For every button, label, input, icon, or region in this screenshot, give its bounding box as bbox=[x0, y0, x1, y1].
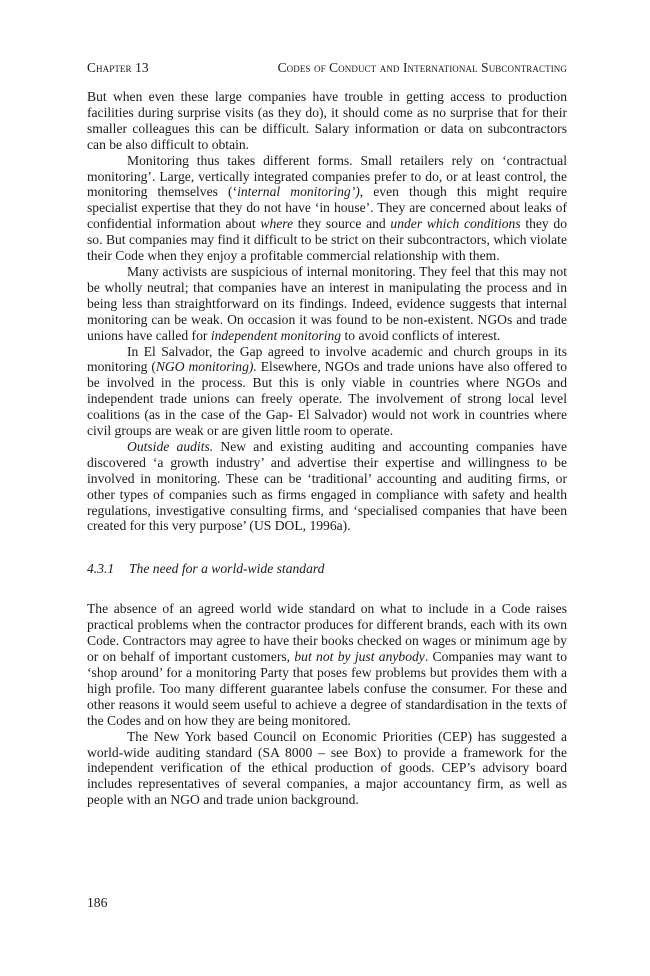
chapter-title: Codes of Conduct and International Subcontracting bbox=[277, 60, 567, 75]
italic-run: internal monitoring’) bbox=[237, 184, 360, 200]
text-run: Many activists are suspicious of internal monitoring. They feel that this may not be wholly neutral; that companies have an interest in manipulating the process and in being less than straightforward on its findings. Indeed, evidence suggests that internal monitoring can be weak. On occasion it was found to be non-existent. NGOs and trade unions have called for bbox=[87, 263, 567, 343]
section-heading bbox=[87, 561, 567, 577]
text-run: New and existing auditing and accounting companies have discovered ‘a growth industry’ and advertise their expertise and willingness to be involved in monitoring. These can be ‘traditional’ accounting and auditing firms, or other types of companies such as firms engaged in compliance with safety and health regulations, investigative consulting firms, and ‘specialised companies that have been created for this very purpose’ (US DOL, 1996a). bbox=[87, 438, 567, 534]
paragraph bbox=[87, 729, 567, 809]
italic-run: where bbox=[260, 216, 294, 232]
text-run: In El Salvador, the Gap agreed to involve academic and church groups in its monitoring ( bbox=[87, 343, 567, 375]
chapter-label: Chapter 13 bbox=[87, 60, 149, 75]
text-run: , even though this might require specialist expertise that they do not have ‘in house’. They are concerned about leaks of confidential information about bbox=[87, 184, 567, 232]
text-run: The absence of an agreed world wide standard on what to include in a Code raises practical problems when the contractor produces for different brands, each with its own Code. Contractors may agree to have their books checked on wages or minimum age by or on behalf of important customers, bbox=[87, 601, 567, 665]
running-header bbox=[87, 60, 567, 76]
italic-run: NGO monitoring). bbox=[155, 359, 257, 375]
text-run: to avoid conflicts of interest. bbox=[341, 327, 501, 343]
text-run: . Companies may want to ‘shop around’ for a monitoring Party that poses few problems but provides them with a high profile. Too many different guarantee labels confuse the consumer. For these and other reasons it would seem useful to achieve a degree of standardisation in the texts of the Codes and on how they are being monitored. bbox=[87, 649, 568, 728]
paragraph bbox=[87, 264, 567, 344]
italic-run: Outside audits. bbox=[127, 438, 214, 454]
text-run: they do so. But companies may find it difficult to be strict on their subcontractors, which violate their Code when they enjoy a profitable commercial relationship with them. bbox=[87, 216, 568, 264]
text-run: The New York based Council on Economic Priorities (CEP) has suggested a world-wide auditing standard (SA 8000 – see Box) to provide a framework for the independent verification of the ethical production of goods. CEP’s advisory board includes representatives of several companies, a major accountancy firm, as well as people with an NGO and trade union background. bbox=[87, 728, 567, 808]
italic-run: but not by just anybody bbox=[294, 649, 425, 665]
italic-run: independent monitoring bbox=[210, 327, 342, 343]
text-run: Elsewhere, NGOs and trade unions have also offered to be involved in the process. But this is only viable in countries where NGOs and independent trade unions can freely operate. The involvement of strong local level coalitions (as in the case of the Gap- El Salvador) would not work in countries where civil groups are weak or are given little room to operate. bbox=[87, 359, 567, 439]
text-run: Monitoring thus takes different forms. Small retailers rely on ‘contractual monitoring’. Large, vertically integrated companies prefer to do, or at least control, the monitoring themselves (‘ bbox=[87, 152, 567, 200]
section-number: 4.3.1 bbox=[87, 561, 115, 577]
paragraph bbox=[87, 344, 567, 439]
text-run: But when even these large companies have trouble in getting access to production facilities during surprise visits (as they do), it should come as no surprise that for their smaller colleagues this can be difficult. Salary information or data on subcontractors can be also difficult to obtain. bbox=[87, 89, 567, 152]
body-top bbox=[87, 89, 567, 534]
page-number: 186 bbox=[87, 895, 108, 910]
section-title: The need for a world-wide standard bbox=[129, 561, 325, 577]
paragraph bbox=[87, 601, 567, 728]
paragraph bbox=[87, 153, 567, 264]
paragraph bbox=[87, 89, 567, 153]
body-bottom bbox=[87, 601, 567, 808]
document-page bbox=[87, 60, 567, 808]
paragraph bbox=[87, 439, 567, 534]
text-run: they source and bbox=[293, 216, 391, 232]
italic-run: under which conditions bbox=[390, 216, 521, 232]
